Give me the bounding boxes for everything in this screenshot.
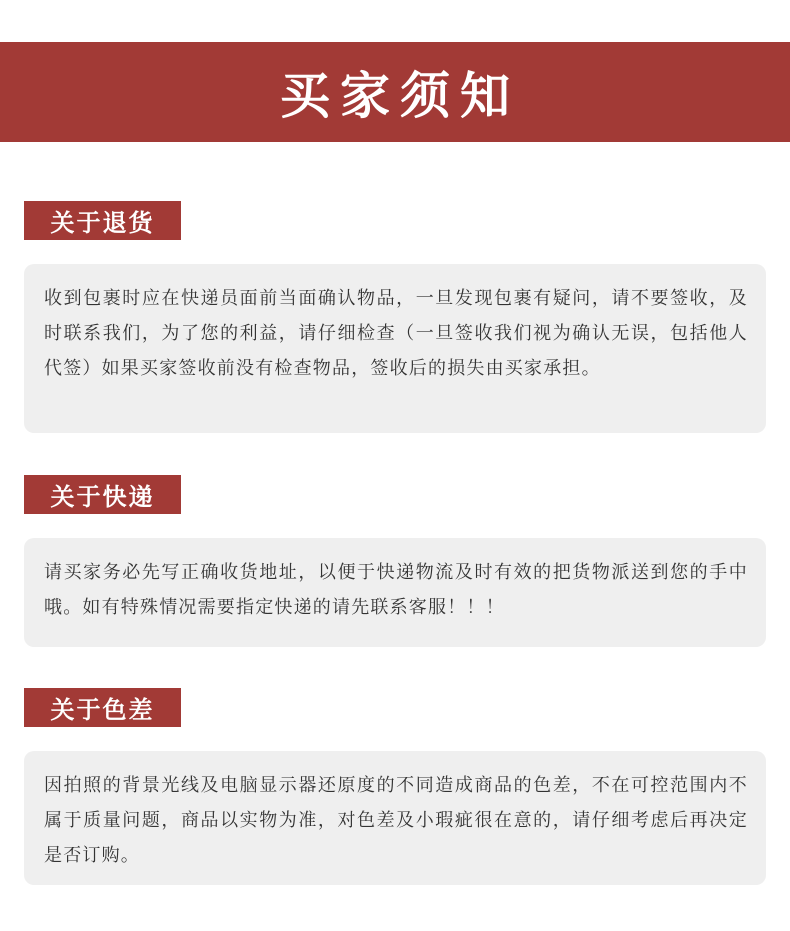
section-box-return xyxy=(24,264,766,433)
section-title-return: 关于退货 xyxy=(24,201,181,240)
section-text-color: 因拍照的背景光线及电脑显示器还原度的不同造成商品的色差，不在可控范围内不属于质量问题，商品以实物为准，对色差及小瑕疵很在意的，请仔细考虑后再决定是否订购。 xyxy=(44,775,748,866)
section-box-color xyxy=(24,751,766,885)
section-text-delivery: 请买家务必先写正确收货地址，以便于快递物流及时有效的把货物派送到您的手中哦。如有特殊情况需要指定快递的请先联系客服！！！ xyxy=(44,562,748,618)
section-title-delivery: 关于快递 xyxy=(24,475,181,514)
section-title-color: 关于色差 xyxy=(24,688,181,727)
section-text-return: 收到包裹时应在快递员面前当面确认物品，一旦发现包裹有疑问，请不要签收，及时联系我们，为了您的利益，请仔细检查（一旦签收我们视为确认无误，包括他人代签）如果买家签收前没有检查物品，签收后的损失由买家承担。 xyxy=(44,288,748,379)
header-banner xyxy=(0,42,790,142)
section-box-delivery xyxy=(24,538,766,647)
page-title: 买家须知 xyxy=(280,67,520,125)
